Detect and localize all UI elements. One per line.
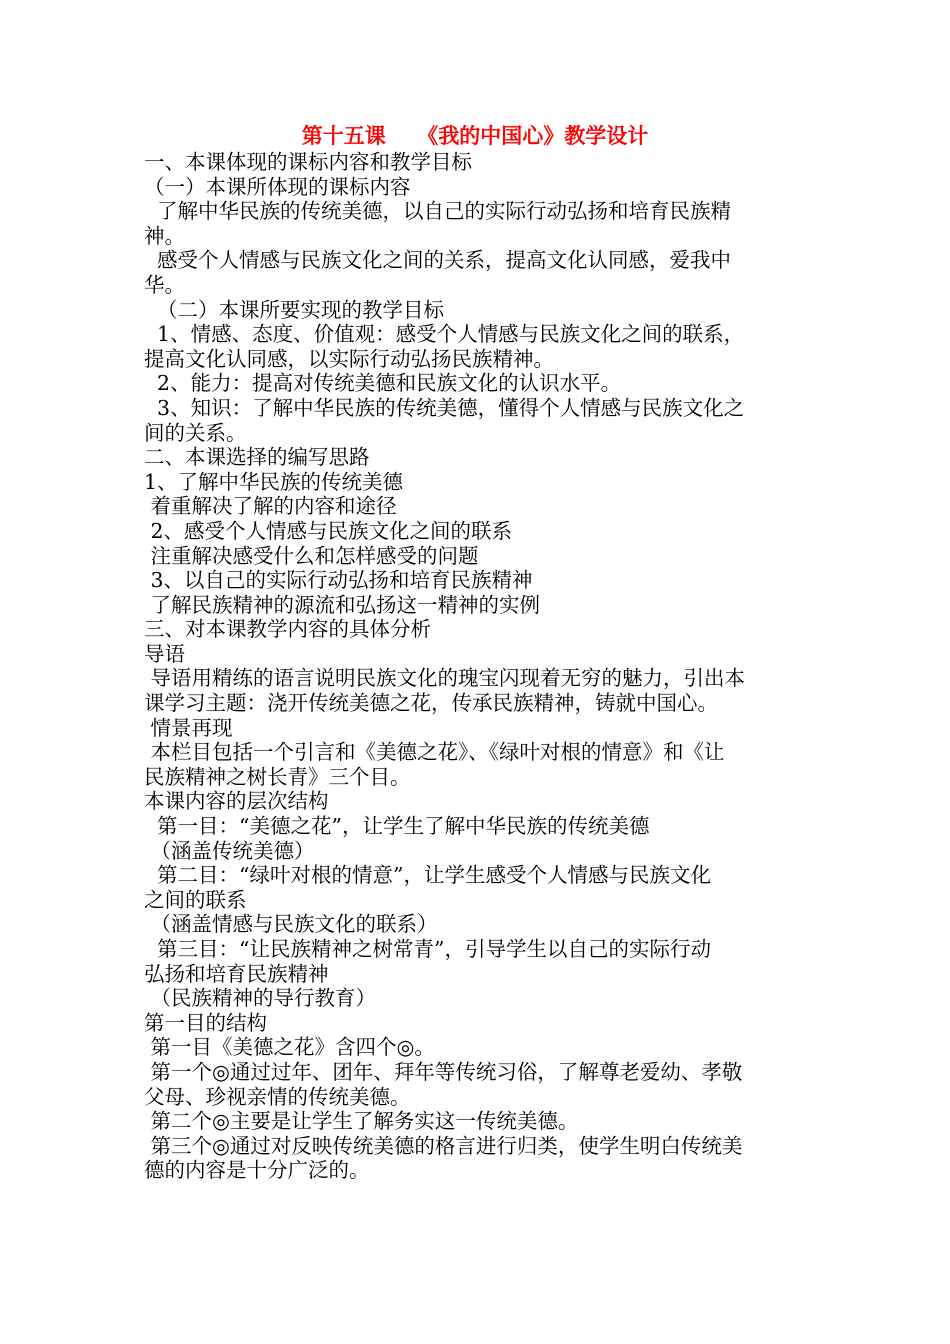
text-line: 3、知识：了解中华民族的传统美德，懂得个人情感与民族文化之 [144,395,745,420]
text-line: 导语 [144,641,185,666]
text-line: 了解民族精神的源流和弘扬这一精神的实例 [144,592,541,617]
text-line: （二）本课所要实现的教学目标 [144,297,445,322]
text-line: 第二个◎主要是让学生了解务实这一传统美德。 [144,1109,579,1134]
text-line: （涵盖传统美德） [144,838,315,863]
text-line: （涵盖情感与民族文化的联系） [144,912,438,937]
text-line: 第一个◎通过过年、团年、拜年等传统习俗，了解尊老爱幼、孝敬 [144,1059,743,1084]
text-line: 2、能力：提高对传统美德和民族文化的认识水平。 [144,371,622,396]
text-line: 了解中华民族的传统美德，以自己的实际行动弘扬和培育民族精 [144,199,732,224]
text-line: 二、本课选择的编写思路 [144,445,370,470]
text-line: 注重解决感受什么和怎样感受的问题 [144,543,479,568]
text-line: 情景再现 [144,715,233,740]
text-line: （一）本课所体现的课标内容 [144,174,411,199]
text-line: 导语用精练的语言说明民族文化的瑰宝闪现着无穷的魅力，引出本 [144,666,746,691]
text-line: 间的关系。 [144,420,247,445]
text-line: 第二目：“绿叶对根的情意”，让学生感受个人情感与民族文化 [144,863,711,888]
text-line: 神。 [144,223,185,248]
text-line: 第一目：“美德之花”，让学生了解中华民族的传统美德 [144,814,650,839]
text-line: 1、情感、态度、价值观：感受个人情感与民族文化之间的联系， [144,322,745,347]
text-line: 本课内容的层次结构 [144,789,329,814]
text-line: 感受个人情感与民族文化之间的关系，提高文化认同感，爱我中 [144,248,732,273]
text-line: 第三个◎通过对反映传统美德的格言进行归类，使学生明白传统美 [144,1133,743,1158]
text-line: 三、对本课教学内容的具体分析 [144,617,431,642]
text-line: 第一目《美德之花》含四个◎。 [144,1035,435,1060]
text-line: 德的内容是十分广泛的。 [144,1158,370,1183]
text-line: 民族精神之树长青》三个目。 [144,764,411,789]
text-line: 一、本课体现的课标内容和教学目标 [144,150,472,174]
text-line: 提高文化认同感，以实际行动弘扬民族精神。 [144,346,554,371]
text-line: （民族精神的导行教育） [144,986,377,1011]
text-line: 第三目：“让民族精神之树常青”，引导学生以自己的实际行动 [144,937,711,961]
text-line: 课学习主题：浇开传统美德之花，传承民族精神，铸就中国心。 [144,691,718,716]
text-line: 3、以自己的实际行动弘扬和培育民族精神 [144,568,533,593]
text-line: 2、感受个人情感与民族文化之间的联系 [144,518,513,543]
document-title: 第十五课 《我的中国心》教学设计 [301,123,649,148]
document-body [144,150,804,1183]
text-line: 弘扬和培育民族精神 [144,961,329,986]
text-line: 第一目的结构 [144,1010,267,1035]
text-line: 华。 [144,272,185,297]
text-line: 父母、珍视亲情的传统美德。 [144,1084,411,1109]
text-line: 本栏目包括一个引言和《美德之花》、《绿叶对根的情意》和《让 [144,740,725,765]
text-line: 之间的联系 [144,887,247,912]
text-line: 1、了解中华民族的传统美德 [144,469,404,494]
text-line: 着重解决了解的内容和途径 [144,494,397,519]
